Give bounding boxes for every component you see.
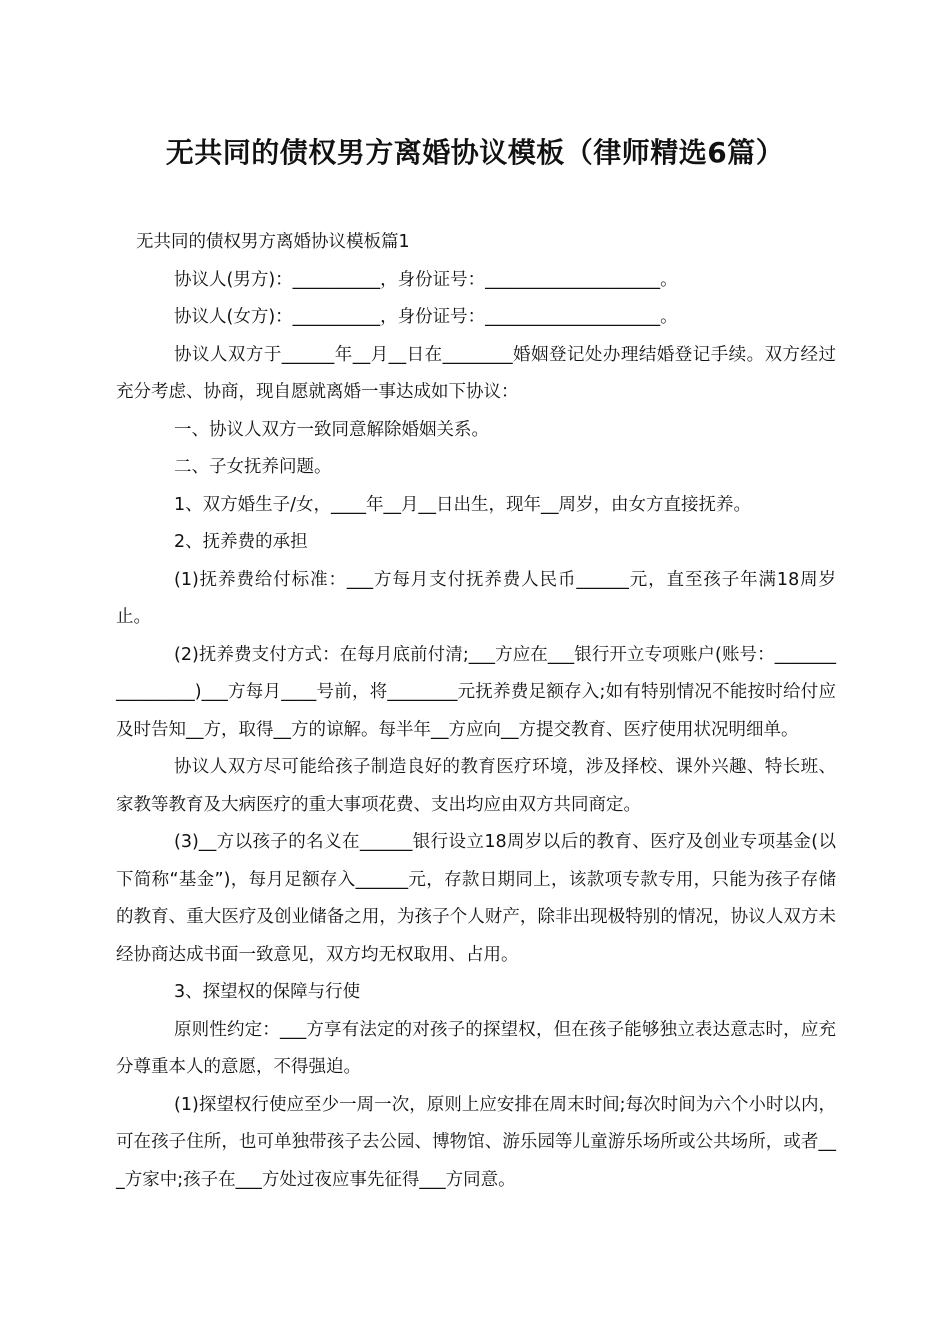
clause-visitation-frequency: (1)探望权行使应至少一周一次，原则上应安排在周末时间;每次时间为六个小时以内，可在孩子住所，也可单独带孩子去公园、博物馆、游乐园等儿童游乐场所或公共场所，或者___方家中;孩子在___方处过夜应事先征得___方同意。 [116,1094,836,1190]
clause-education-fund: (3)__方以孩子的名义在______银行设立18周岁以后的教育、医疗及创业专项基金(以下简称“基金”)，每月足额存入______元，存款日期同上，该款项专款专用，只能为孩子存储的教育、重大医疗及创业储备之用，为孩子个人财产，除非出现极特别的情况，协议人双方未经协商达成书面一致意见，双方均无权取用、占用。 [116,832,836,965]
section-heading: 无共同的债权男方离婚协议模板篇1 [136,232,410,252]
clause-support-standard: (1)抚养费给付标准：___方每月支付抚养费人民币______元，直至孩子年满18周岁止。 [116,569,836,627]
clause-support-heading: 2、抚养费的承担 [174,532,308,552]
clause-support-payment: (2)抚养费支付方式：在每月底前付清;___方应在___银行开立专项账户(账号：________________)___方每月____号前，将________元抚养费足额存入;如有特别情况不能按时给付应及时告知__方，取得__方的谅解。每半年__方应向__方提交教育、医疗使用状况明细单。 [116,644,836,740]
clause-visitation-heading: 3、探望权的保障与行使 [174,982,361,1002]
marriage-registration-paragraph: 协议人双方于______年__月__日在________婚姻登记处办理结婚登记手续。双方经过充分考虑、协商，现自愿就离婚一事达成如下协议： [116,344,836,402]
document-title: 无共同的债权男方离婚协议模板（律师精选6篇） [165,136,785,169]
clause-education-environment: 协议人双方尽可能给孩子制造良好的教育医疗环境，涉及择校、课外兴趣、特长班、家教等教育及大病医疗的重大事项花费、支出均应由双方共同商定。 [116,757,836,815]
clause-child-info: 1、双方婚生子/女，____年__月__日出生，现年__周岁，由女方直接抚养。 [174,494,752,515]
party-male-line: 协议人(男方)：__________，身份证号：____________________。 [174,269,678,290]
party-female-line: 协议人(女方)：__________，身份证号：____________________。 [174,307,678,327]
clause-dissolve-marriage: 一、协议人双方一致同意解除婚姻关系。 [174,419,489,440]
clause-visitation-principle: 原则性约定：___方享有法定的对孩子的探望权，但在孩子能够独立表达意志时，应充分尊重本人的意愿，不得强迫。 [116,1019,836,1077]
document-body [116,224,836,1199]
clause-child-custody-heading: 二、子女抚养问题。 [174,457,332,477]
